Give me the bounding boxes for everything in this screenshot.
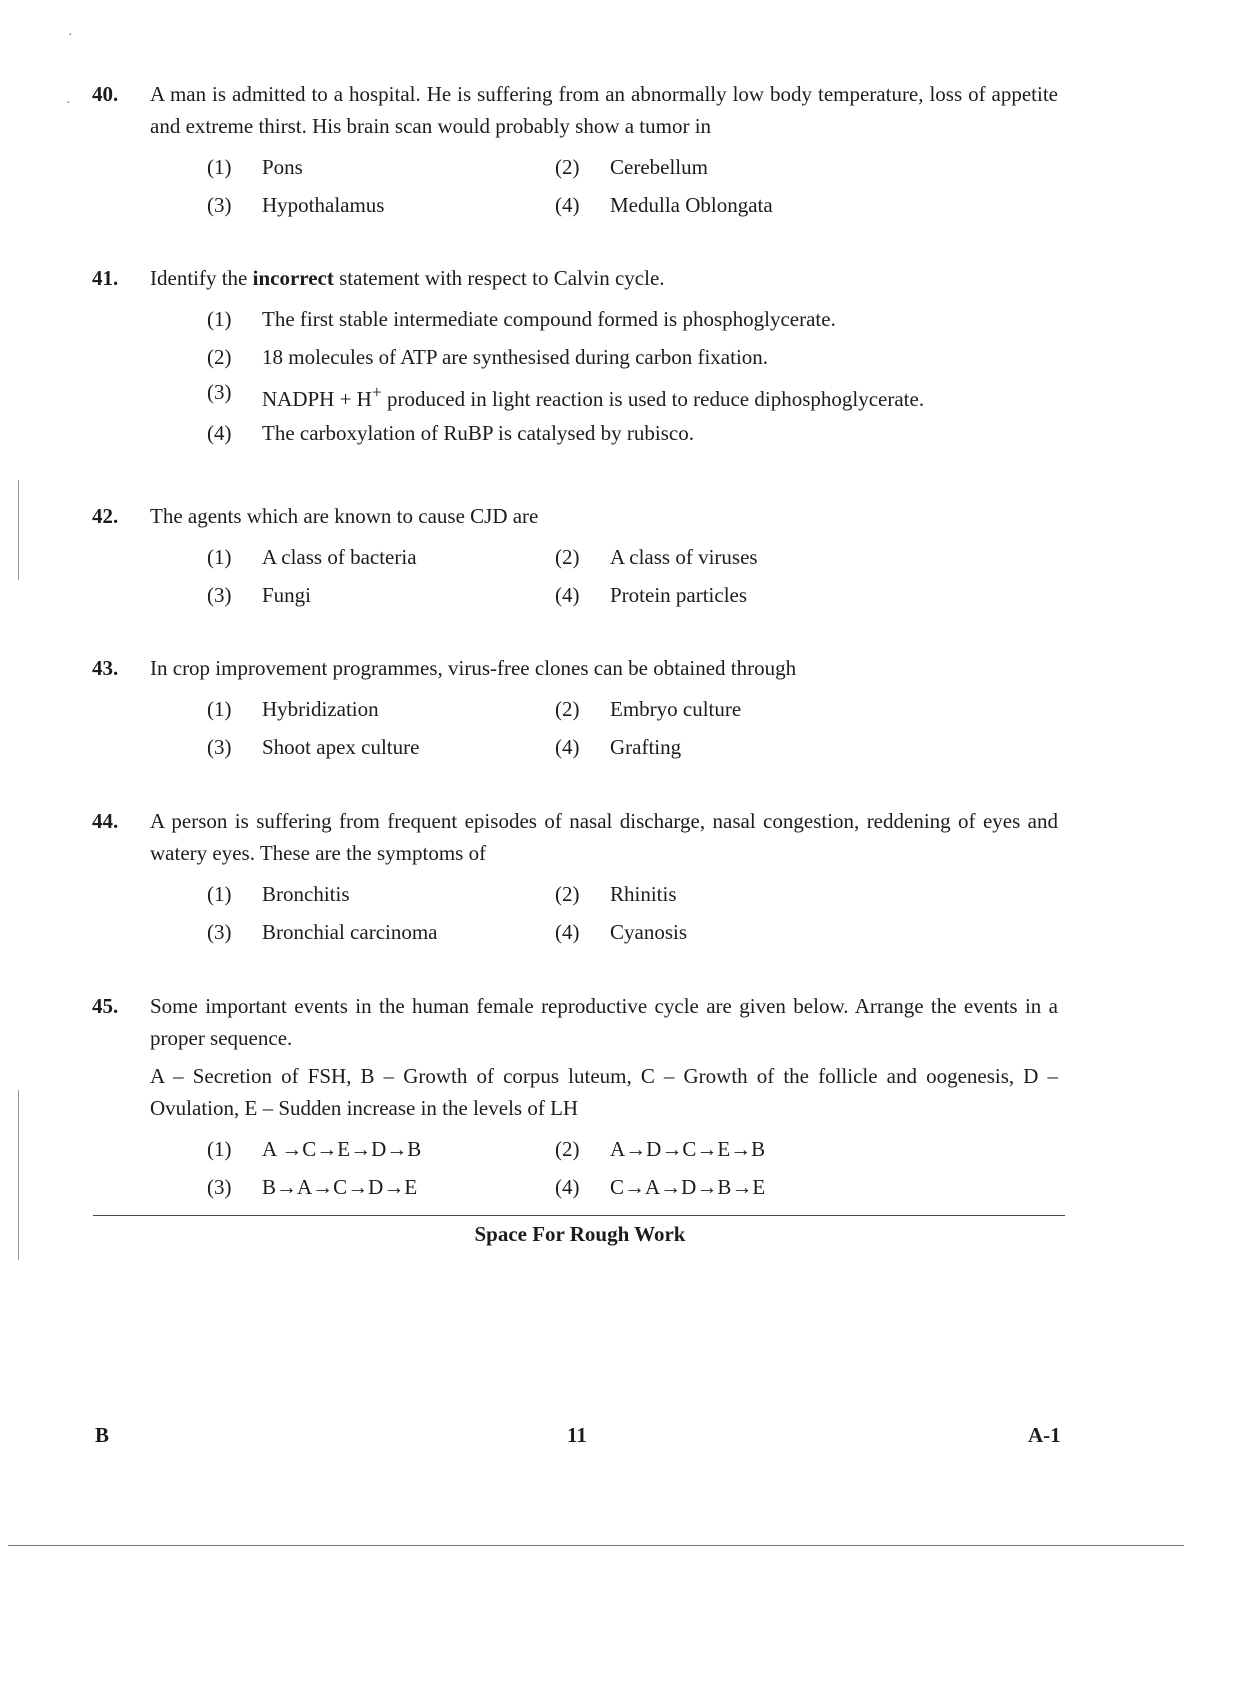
- option-number: (2): [207, 345, 232, 369]
- option-4: [555, 189, 903, 221]
- options: [207, 148, 1058, 224]
- question-number: 44.: [92, 809, 119, 833]
- option-number: (4): [555, 1175, 580, 1199]
- question-42: [92, 500, 1058, 614]
- scan-speck: ·: [66, 96, 71, 111]
- text-part: statement with respect to Calvin cycle.: [333, 266, 665, 290]
- option-number: (1): [207, 882, 232, 906]
- options: [207, 1130, 1058, 1206]
- question-text: A man is admitted to a hospital. He is suffering from an abnormally low body temperature, loss of appetite and extreme thirst. His brain scan would probably show a tumor in: [150, 82, 1058, 138]
- divider: [93, 1215, 1065, 1216]
- scan-speck: ·: [68, 28, 73, 43]
- text-part: produced in light reaction is used to reduce diphosphoglycerate.: [381, 386, 925, 411]
- option-4: [555, 1171, 903, 1203]
- question-extra-text: A – Secretion of FSH, B – Growth of corpus luteum, C – Growth of the follicle and oogenesis, D – Ovulation, E – Sudden increase in the levels of LH: [150, 1064, 1058, 1120]
- option-number: (3): [207, 379, 232, 404]
- option-3: [207, 731, 555, 763]
- question-text: In crop improvement programmes, virus-free clones can be obtained through: [150, 656, 797, 680]
- option-4: [555, 579, 903, 611]
- option-text: A class of viruses: [610, 545, 758, 569]
- option-2: [555, 878, 903, 910]
- question-40: [92, 78, 1058, 224]
- option-1: [207, 303, 836, 335]
- option-text: Medulla Oblongata: [610, 193, 773, 217]
- emphasis-text: incorrect: [252, 266, 334, 290]
- superscript: +: [371, 381, 382, 402]
- question-text: A person is suffering from frequent episodes of nasal discharge, nasal congestion, reddening of eyes and watery eyes. These are the symptoms of: [150, 809, 1058, 865]
- options: [207, 300, 1058, 452]
- option-number: (4): [555, 193, 580, 217]
- option-2: [555, 1133, 903, 1165]
- text-part: Identify the: [150, 266, 253, 290]
- option-3: [207, 579, 555, 611]
- option-text: B→A→C→D→E: [262, 1175, 418, 1199]
- option-text: A→D→C→E→B: [610, 1137, 766, 1161]
- option-text: Fungi: [262, 583, 312, 607]
- question-41: [92, 262, 1058, 452]
- footer-version-code: A-1: [1028, 1423, 1061, 1447]
- option-text: Protein particles: [610, 583, 748, 607]
- option-text: C→A→D→B→E: [610, 1175, 766, 1199]
- option-number: (1): [207, 1137, 232, 1161]
- footer-booklet-code: B: [95, 1423, 110, 1447]
- option-text: Cyanosis: [610, 920, 688, 944]
- option-text: A →C→E→D→B: [262, 1137, 422, 1161]
- option-number: (2): [555, 155, 580, 179]
- option-text: Rhinitis: [610, 882, 677, 906]
- option-number: (3): [207, 583, 232, 607]
- option-text: 18 molecules of ATP are synthesised during carbon fixation.: [262, 345, 769, 369]
- option-text: Hypothalamus: [262, 193, 385, 217]
- option-4: [555, 916, 903, 948]
- question-number: 42.: [92, 504, 119, 528]
- option-2: [555, 151, 903, 183]
- option-number: (1): [207, 697, 232, 721]
- question-43: [92, 652, 1058, 766]
- option-3: [207, 916, 555, 948]
- option-text: Grafting: [610, 735, 682, 759]
- options: [207, 538, 1058, 614]
- option-number: (3): [207, 920, 232, 944]
- option-1: [207, 693, 555, 725]
- option-number: (3): [207, 1175, 232, 1199]
- question-text: [150, 262, 1058, 294]
- option-text: The carboxylation of RuBP is catalysed by rubisco.: [262, 421, 694, 445]
- scan-margin-mark: [18, 480, 19, 580]
- option-4: [207, 417, 694, 449]
- option-number: (3): [207, 735, 232, 759]
- option-3: [207, 1171, 555, 1203]
- rough-work-label: Space For Rough Work: [474, 1222, 686, 1246]
- question-number: 41.: [92, 266, 119, 290]
- option-1: [207, 541, 555, 573]
- option-number: (4): [207, 421, 232, 445]
- option-number: (2): [555, 882, 580, 906]
- option-text: Bronchial carcinoma: [262, 920, 438, 944]
- scan-margin-mark: [18, 1090, 19, 1260]
- option-number: (4): [555, 583, 580, 607]
- option-1: [207, 151, 555, 183]
- text-part: NADPH + H: [262, 386, 372, 411]
- option-number: (2): [555, 697, 580, 721]
- option-number: (4): [555, 735, 580, 759]
- question-number: 45.: [92, 994, 119, 1018]
- question-44: [92, 805, 1058, 951]
- option-text: [262, 376, 924, 415]
- option-2: [555, 693, 903, 725]
- option-number: (3): [207, 193, 232, 217]
- option-number: (2): [555, 1137, 580, 1161]
- option-text: Hybridization: [262, 697, 379, 721]
- option-text: Shoot apex culture: [262, 735, 420, 759]
- option-text: Pons: [262, 155, 303, 179]
- question-45: [92, 990, 1058, 1206]
- option-text: Bronchitis: [262, 882, 350, 906]
- option-3: [207, 189, 555, 221]
- option-number: (2): [555, 545, 580, 569]
- option-1: [207, 1133, 555, 1165]
- question-number: 43.: [92, 656, 119, 680]
- question-text: Some important events in the human female reproductive cycle are given below. Arrange the events in a proper sequence.: [150, 994, 1058, 1050]
- page-number: 11: [567, 1423, 587, 1447]
- page-bottom-edge: [8, 1545, 1184, 1546]
- option-1: [207, 878, 555, 910]
- option-text: The first stable intermediate compound formed is phosphoglycerate.: [262, 307, 836, 331]
- option-text: Cerebellum: [610, 155, 708, 179]
- option-number: (1): [207, 545, 232, 569]
- options: [207, 690, 1058, 766]
- question-number: 40.: [92, 82, 119, 106]
- option-2: [207, 341, 768, 373]
- option-4: [555, 731, 903, 763]
- option-2: [555, 541, 903, 573]
- option-3: [207, 376, 924, 415]
- option-number: (1): [207, 307, 232, 331]
- option-text: Embryo culture: [610, 697, 742, 721]
- option-text: A class of bacteria: [262, 545, 417, 569]
- question-text: The agents which are known to cause CJD are: [150, 504, 539, 528]
- options: [207, 875, 1058, 951]
- option-number: (1): [207, 155, 232, 179]
- option-number: (4): [555, 920, 580, 944]
